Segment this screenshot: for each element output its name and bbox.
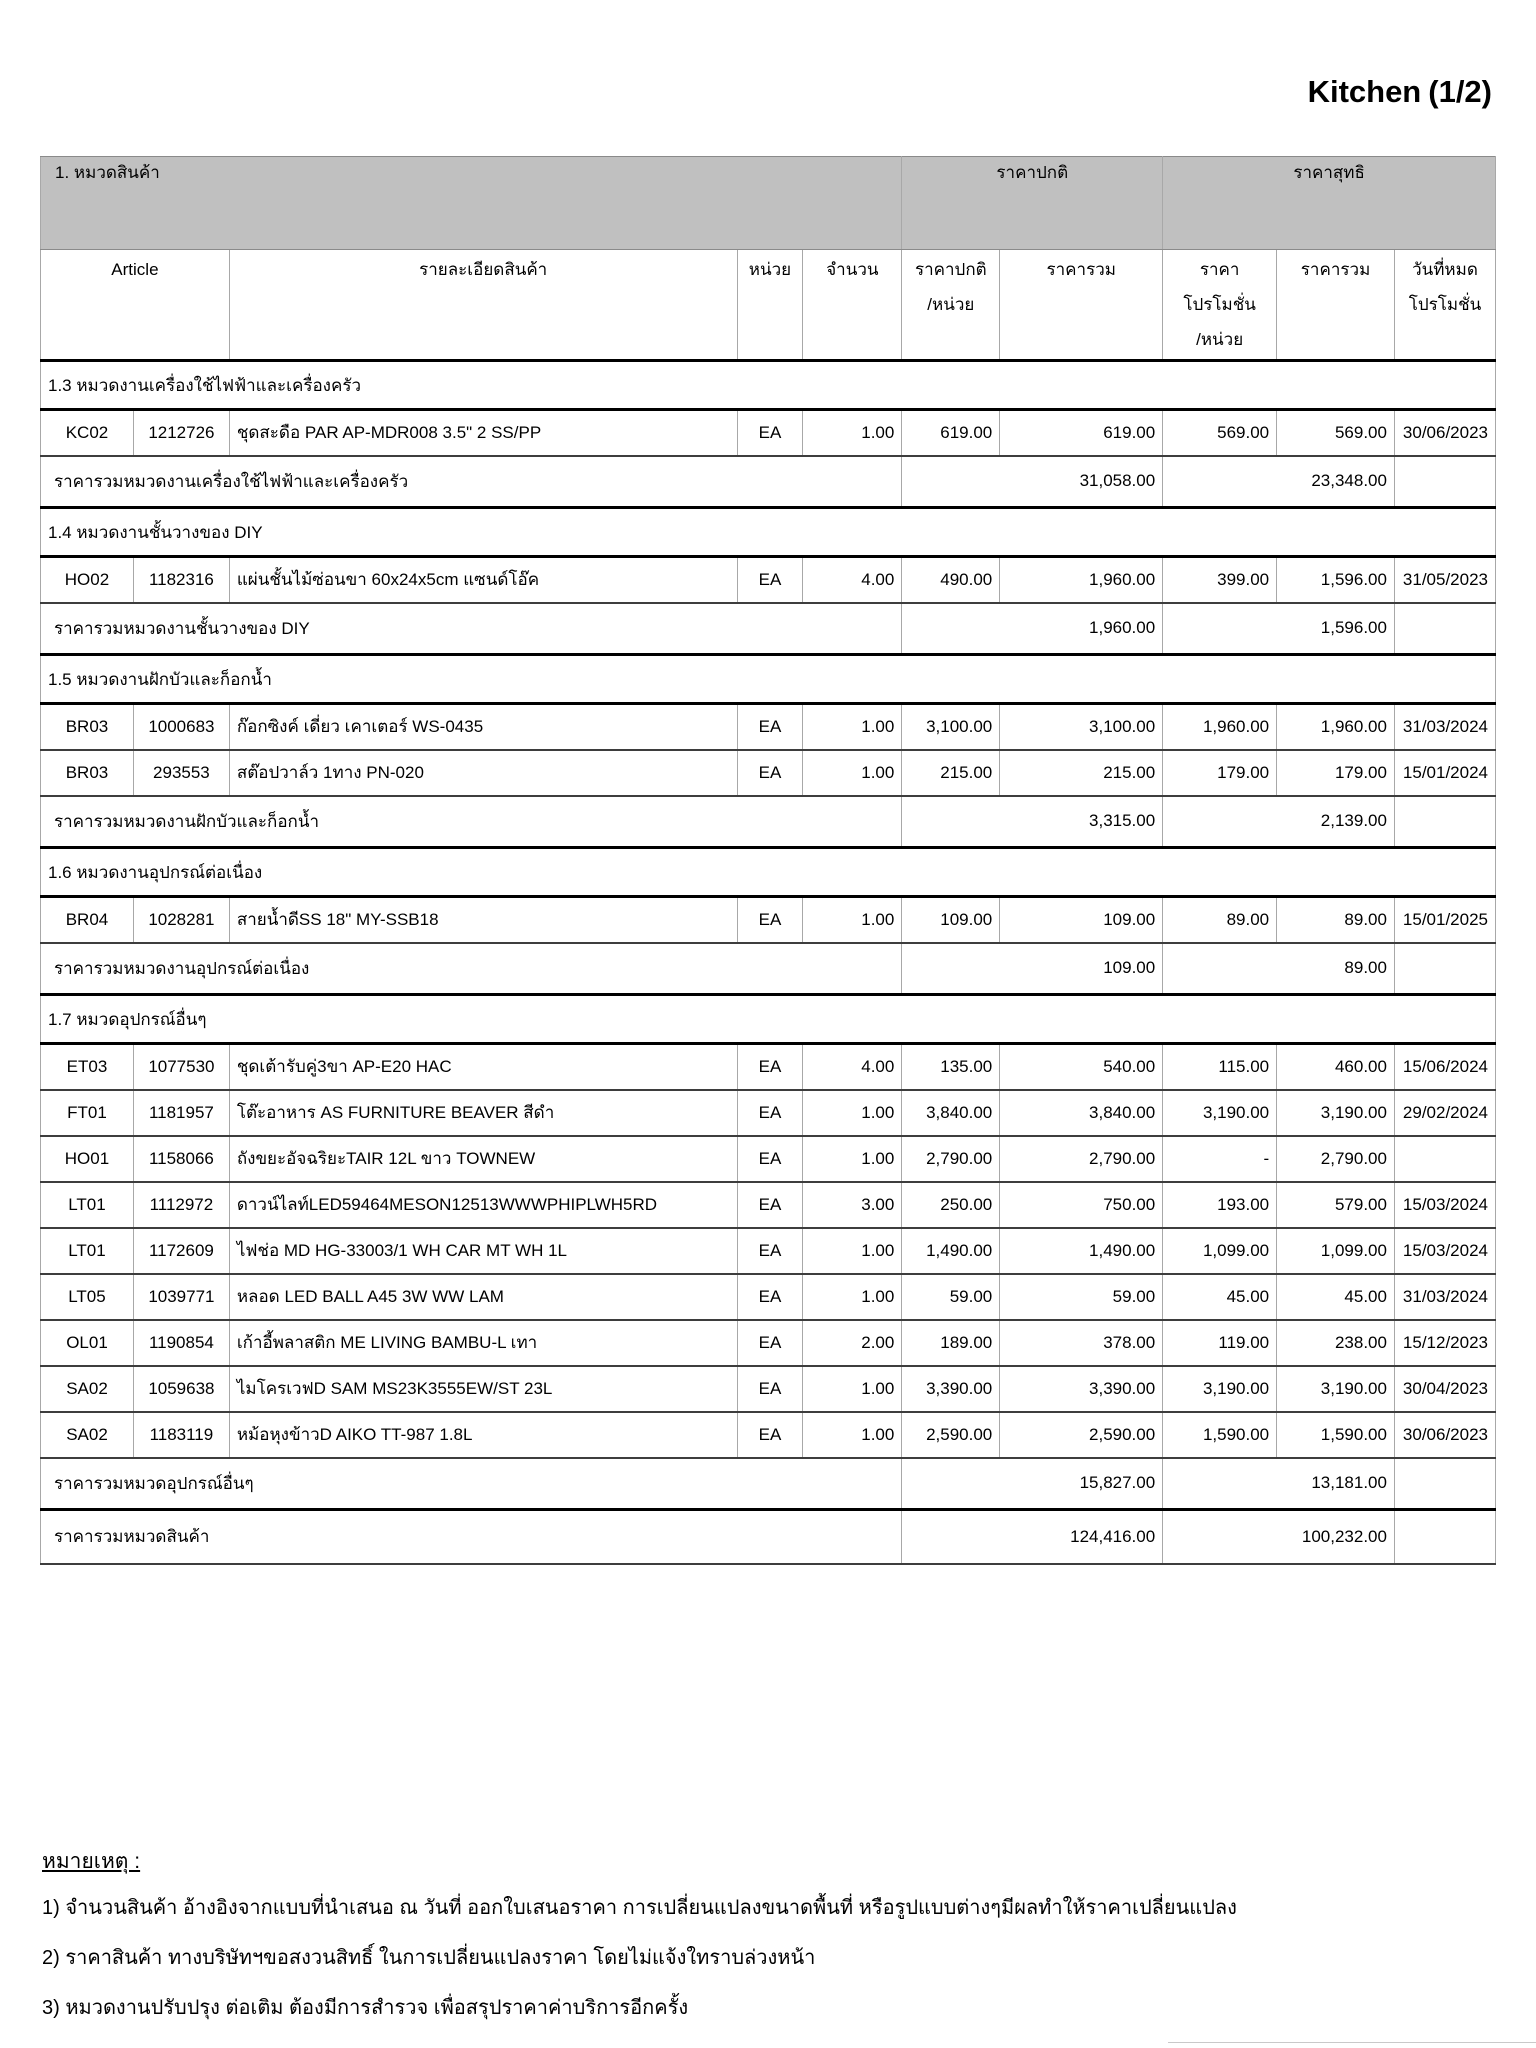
col-header-line: ราคา (1199, 260, 1240, 279)
section-title: 1.4 หมวดงานชั้นวางของ DIY (41, 508, 1496, 557)
item-promo-price: 119.00 (1163, 1320, 1277, 1366)
item-article: 1182316 (133, 557, 229, 603)
item-total: 378.00 (1000, 1320, 1163, 1366)
item-row (41, 1274, 1496, 1320)
footer-divider (1168, 2042, 1536, 2043)
item-row (41, 1412, 1496, 1458)
item-qty: 1.00 (803, 1366, 902, 1412)
item-net-total: 89.00 (1277, 897, 1395, 943)
item-net-total: 1,960.00 (1277, 704, 1395, 750)
item-total: 59.00 (1000, 1274, 1163, 1320)
item-article: 1112972 (133, 1182, 229, 1228)
col-header-price-per-unit (902, 250, 1000, 361)
item-unit: EA (737, 1044, 803, 1090)
col-header-line: โปรโมชั่น (1408, 295, 1482, 314)
item-total: 619.00 (1000, 410, 1163, 456)
group-header-net-price: ราคาสุทธิ (1163, 157, 1496, 250)
summary-label: ราคารวมหมวดงานอุปกรณ์ต่อเนื่อง (41, 943, 902, 995)
item-code: OL01 (41, 1320, 134, 1366)
item-promo-price: 115.00 (1163, 1044, 1277, 1090)
item-unit: EA (737, 410, 803, 456)
section-title: 1.5 หมวดงานฝักบัวและก็อกน้ำ (41, 655, 1496, 704)
section-header-row (41, 995, 1496, 1044)
section-header-row (41, 848, 1496, 897)
summary-promo-end-empty (1394, 943, 1495, 995)
item-total: 1,490.00 (1000, 1228, 1163, 1274)
item-article: 1181957 (133, 1090, 229, 1136)
item-row (41, 1366, 1496, 1412)
item-unit-price: 250.00 (902, 1182, 1000, 1228)
item-promo-end: 15/03/2024 (1394, 1228, 1495, 1274)
item-code: SA02 (41, 1366, 134, 1412)
grand-total-label: ราคารวมหมวดสินค้า (41, 1510, 902, 1564)
item-code: BR03 (41, 704, 134, 750)
item-promo-end: 15/01/2025 (1394, 897, 1495, 943)
item-promo-end: 31/05/2023 (1394, 557, 1495, 603)
item-promo-price: 399.00 (1163, 557, 1277, 603)
note-line: 3) หมวดงานปรับปรุง ต่อเติม ต้องมีการสำรวจ เพื่อสรุปราคาค่าบริการอีกครั้ง (42, 1997, 689, 2019)
item-promo-end: 15/12/2023 (1394, 1320, 1495, 1366)
group-header-normal-price: ราคาปกติ (902, 157, 1163, 250)
item-net-total: 569.00 (1277, 410, 1395, 456)
col-header-promo-per-unit (1163, 250, 1277, 361)
item-article: 1039771 (133, 1274, 229, 1320)
summary-total: 109.00 (902, 943, 1163, 995)
item-promo-price: 179.00 (1163, 750, 1277, 796)
item-unit: EA (737, 557, 803, 603)
item-code: BR03 (41, 750, 134, 796)
col-header-article: Article (41, 250, 230, 361)
item-unit: EA (737, 1136, 803, 1182)
item-unit: EA (737, 897, 803, 943)
item-code: ET03 (41, 1044, 134, 1090)
item-promo-end: 29/02/2024 (1394, 1090, 1495, 1136)
section-title: 1.6 หมวดงานอุปกรณ์ต่อเนื่อง (41, 848, 1496, 897)
section-summary-row (41, 796, 1496, 848)
item-total: 540.00 (1000, 1044, 1163, 1090)
item-article: 1000683 (133, 704, 229, 750)
summary-promo-end-empty (1394, 796, 1495, 848)
item-code: SA02 (41, 1412, 134, 1458)
summary-total: 31,058.00 (902, 456, 1163, 508)
col-header-description: รายละเอียดสินค้า (229, 250, 737, 361)
item-total: 3,840.00 (1000, 1090, 1163, 1136)
item-row (41, 1090, 1496, 1136)
item-qty: 4.00 (803, 1044, 902, 1090)
item-description: ดาวน์ไลท์LED59464MESON12513WWWPHIPLWH5RD (229, 1182, 737, 1228)
grand-total-net: 100,232.00 (1163, 1510, 1395, 1564)
note-line: 2) ราคาสินค้า ทางบริษัทฯขอสงวนสิทธิ์ ในการเปลี่ยนแปลงราคา โดยไม่แจ้งใทราบล่วงหน้า (42, 1947, 816, 1969)
item-net-total: 1,099.00 (1277, 1228, 1395, 1274)
item-row (41, 1044, 1496, 1090)
notes-section (42, 1845, 1504, 2040)
item-article: 1190854 (133, 1320, 229, 1366)
section-summary-row (41, 603, 1496, 655)
notes-heading: หมายเหตุ : (42, 1850, 141, 1873)
item-row (41, 410, 1496, 456)
section-header-row (41, 655, 1496, 704)
item-promo-price: - (1163, 1136, 1277, 1182)
item-total: 2,790.00 (1000, 1136, 1163, 1182)
item-code: HO01 (41, 1136, 134, 1182)
summary-promo-end-empty (1394, 456, 1495, 508)
grand-total-promo-end-empty (1394, 1510, 1495, 1564)
grand-total-normal: 124,416.00 (902, 1510, 1163, 1564)
page-number-indicator: (1/2) (1428, 74, 1492, 109)
item-unit: EA (737, 1366, 803, 1412)
item-unit-price: 1,490.00 (902, 1228, 1000, 1274)
group-header-row (41, 157, 1496, 250)
item-unit: EA (737, 704, 803, 750)
item-unit-price: 2,590.00 (902, 1412, 1000, 1458)
item-article: 1059638 (133, 1366, 229, 1412)
item-promo-price: 45.00 (1163, 1274, 1277, 1320)
item-net-total: 238.00 (1277, 1320, 1395, 1366)
item-description: ไฟช่อ MD HG-33003/1 WH CAR MT WH 1L (229, 1228, 737, 1274)
col-header-promo-end (1394, 250, 1495, 361)
item-unit-price: 59.00 (902, 1274, 1000, 1320)
col-header-unit: หน่วย (737, 250, 803, 361)
item-unit-price: 135.00 (902, 1044, 1000, 1090)
item-code: LT01 (41, 1182, 134, 1228)
item-unit: EA (737, 1228, 803, 1274)
item-net-total: 1,590.00 (1277, 1412, 1395, 1458)
item-unit: EA (737, 750, 803, 796)
item-promo-end (1394, 1136, 1495, 1182)
item-total: 3,390.00 (1000, 1366, 1163, 1412)
item-article: 1183119 (133, 1412, 229, 1458)
item-description: สต๊อปวาล์ว 1ทาง PN-020 (229, 750, 737, 796)
section-summary-row (41, 943, 1496, 995)
item-promo-end: 15/01/2024 (1394, 750, 1495, 796)
item-qty: 1.00 (803, 1136, 902, 1182)
summary-promo-end-empty (1394, 603, 1495, 655)
item-description: โต๊ะอาหาร AS FURNITURE BEAVER สีดำ (229, 1090, 737, 1136)
item-promo-end: 30/06/2023 (1394, 410, 1495, 456)
group-header-category: 1. หมวดสินค้า (41, 157, 902, 250)
item-description: หม้อหุงข้าวD AIKO TT-987 1.8L (229, 1412, 737, 1458)
item-net-total: 1,596.00 (1277, 557, 1395, 603)
item-unit: EA (737, 1320, 803, 1366)
item-qty: 1.00 (803, 410, 902, 456)
item-article: 1028281 (133, 897, 229, 943)
item-description: แผ่นชั้นไม้ซ่อนขา 60x24x5cm แซนด์โอ๊ค (229, 557, 737, 603)
item-total: 1,960.00 (1000, 557, 1163, 603)
item-promo-price: 1,590.00 (1163, 1412, 1277, 1458)
item-article: 1077530 (133, 1044, 229, 1090)
summary-total: 1,960.00 (902, 603, 1163, 655)
item-unit: EA (737, 1090, 803, 1136)
item-unit: EA (737, 1182, 803, 1228)
item-qty: 1.00 (803, 1090, 902, 1136)
summary-promo-end-empty (1394, 1458, 1495, 1510)
summary-total: 3,315.00 (902, 796, 1163, 848)
summary-net-total: 1,596.00 (1163, 603, 1395, 655)
item-code: BR04 (41, 897, 134, 943)
item-net-total: 460.00 (1277, 1044, 1395, 1090)
section-title: 1.3 หมวดงานเครื่องใช้ไฟฟ้าและเครื่องครัว (41, 361, 1496, 410)
item-total: 3,100.00 (1000, 704, 1163, 750)
col-header-qty: จำนวน (803, 250, 902, 361)
item-promo-price: 3,190.00 (1163, 1090, 1277, 1136)
item-promo-end: 31/03/2024 (1394, 704, 1495, 750)
item-promo-end: 31/03/2024 (1394, 1274, 1495, 1320)
item-total: 215.00 (1000, 750, 1163, 796)
page-title-text: Kitchen (1307, 74, 1422, 109)
grand-total-row (41, 1510, 1496, 1564)
section-title: 1.7 หมวดอุปกรณ์อื่นๆ (41, 995, 1496, 1044)
item-total: 2,590.00 (1000, 1412, 1163, 1458)
item-qty: 1.00 (803, 1274, 902, 1320)
item-promo-end: 15/06/2024 (1394, 1044, 1495, 1090)
item-promo-price: 89.00 (1163, 897, 1277, 943)
item-promo-end: 15/03/2024 (1394, 1182, 1495, 1228)
item-row (41, 1136, 1496, 1182)
item-promo-price: 1,099.00 (1163, 1228, 1277, 1274)
item-article: 1212726 (133, 410, 229, 456)
item-article: 1172609 (133, 1228, 229, 1274)
item-unit: EA (737, 1412, 803, 1458)
item-code: KC02 (41, 410, 134, 456)
item-description: ก๊อกซิงค์ เดี่ยว เคาเตอร์ WS-0435 (229, 704, 737, 750)
item-net-total: 2,790.00 (1277, 1136, 1395, 1182)
item-qty: 1.00 (803, 1412, 902, 1458)
item-qty: 1.00 (803, 750, 902, 796)
item-unit-price: 490.00 (902, 557, 1000, 603)
item-net-total: 179.00 (1277, 750, 1395, 796)
item-qty: 3.00 (803, 1182, 902, 1228)
item-net-total: 3,190.00 (1277, 1090, 1395, 1136)
item-description: สายน้ำดีSS 18" MY-SSB18 (229, 897, 737, 943)
item-promo-price: 569.00 (1163, 410, 1277, 456)
item-description: ไมโครเวฟD SAM MS23K3555EW/ST 23L (229, 1366, 737, 1412)
item-article: 1158066 (133, 1136, 229, 1182)
item-qty: 2.00 (803, 1320, 902, 1366)
item-qty: 1.00 (803, 704, 902, 750)
item-row (41, 750, 1496, 796)
item-qty: 1.00 (803, 897, 902, 943)
item-unit-price: 3,840.00 (902, 1090, 1000, 1136)
item-unit-price: 189.00 (902, 1320, 1000, 1366)
quotation-table (40, 156, 1496, 1565)
item-unit-price: 3,390.00 (902, 1366, 1000, 1412)
col-header-line: ราคาปกติ (914, 260, 987, 279)
item-unit-price: 2,790.00 (902, 1136, 1000, 1182)
item-description: หลอด LED BALL A45 3W WW LAM (229, 1274, 737, 1320)
section-header-row (41, 508, 1496, 557)
item-code: FT01 (41, 1090, 134, 1136)
item-row (41, 1182, 1496, 1228)
col-header-line: /หน่วย (927, 295, 975, 314)
col-header-line: โปรโมชั่น (1183, 295, 1256, 314)
item-description: เก้าอี้พลาสติก ME LIVING BAMBU-L เทา (229, 1320, 737, 1366)
item-row (41, 557, 1496, 603)
item-row (41, 897, 1496, 943)
item-row (41, 1228, 1496, 1274)
section-summary-row (41, 456, 1496, 508)
item-unit-price: 619.00 (902, 410, 1000, 456)
item-code: LT05 (41, 1274, 134, 1320)
page-title (1308, 74, 1492, 110)
col-header-total: ราคารวม (1000, 250, 1163, 361)
item-total: 109.00 (1000, 897, 1163, 943)
item-unit: EA (737, 1274, 803, 1320)
section-header-row (41, 361, 1496, 410)
summary-net-total: 23,348.00 (1163, 456, 1395, 508)
item-unit-price: 215.00 (902, 750, 1000, 796)
summary-label: ราคารวมหมวดงานเครื่องใช้ไฟฟ้าและเครื่องครัว (41, 456, 902, 508)
item-net-total: 3,190.00 (1277, 1366, 1395, 1412)
item-unit-price: 109.00 (902, 897, 1000, 943)
section-summary-row (41, 1458, 1496, 1510)
item-promo-end: 30/04/2023 (1394, 1366, 1495, 1412)
summary-net-total: 13,181.00 (1163, 1458, 1395, 1510)
summary-net-total: 2,139.00 (1163, 796, 1395, 848)
col-header-line: วันที่หมด (1412, 260, 1478, 279)
item-promo-price: 193.00 (1163, 1182, 1277, 1228)
item-total: 750.00 (1000, 1182, 1163, 1228)
column-header-row (41, 250, 1496, 361)
summary-label: ราคารวมหมวดอุปกรณ์อื่นๆ (41, 1458, 902, 1510)
item-description: ชุดเต้ารับคู่3ขา AP-E20 HAC (229, 1044, 737, 1090)
col-header-line: /หน่วย (1196, 330, 1244, 349)
item-promo-price: 3,190.00 (1163, 1366, 1277, 1412)
item-unit-price: 3,100.00 (902, 704, 1000, 750)
summary-label: ราคารวมหมวดงานฝักบัวและก็อกน้ำ (41, 796, 902, 848)
note-line: 1) จำนวนสินค้า อ้างอิงจากแบบที่นำเสนอ ณ วันที่ ออกใบเสนอราคา การเปลี่ยนแปลงขนาดพื้นที่ หรือรูปแบบต่างๆมีผลทำให้ราคาเปลี่ยนแปลง (42, 1897, 1237, 1919)
summary-label: ราคารวมหมวดงานชั้นวางของ DIY (41, 603, 902, 655)
item-promo-price: 1,960.00 (1163, 704, 1277, 750)
summary-net-total: 89.00 (1163, 943, 1395, 995)
item-row (41, 1320, 1496, 1366)
item-code: HO02 (41, 557, 134, 603)
item-qty: 1.00 (803, 1228, 902, 1274)
item-row (41, 704, 1496, 750)
summary-total: 15,827.00 (902, 1458, 1163, 1510)
item-article: 293553 (133, 750, 229, 796)
col-header-net-total: ราคารวม (1277, 250, 1395, 361)
item-net-total: 579.00 (1277, 1182, 1395, 1228)
item-description: ชุดสะดือ PAR AP-MDR008 3.5" 2 SS/PP (229, 410, 737, 456)
item-code: LT01 (41, 1228, 134, 1274)
item-net-total: 45.00 (1277, 1274, 1395, 1320)
item-qty: 4.00 (803, 557, 902, 603)
item-description: ถังขยะอัจฉริยะTAIR 12L ขาว TOWNEW (229, 1136, 737, 1182)
item-promo-end: 30/06/2023 (1394, 1412, 1495, 1458)
